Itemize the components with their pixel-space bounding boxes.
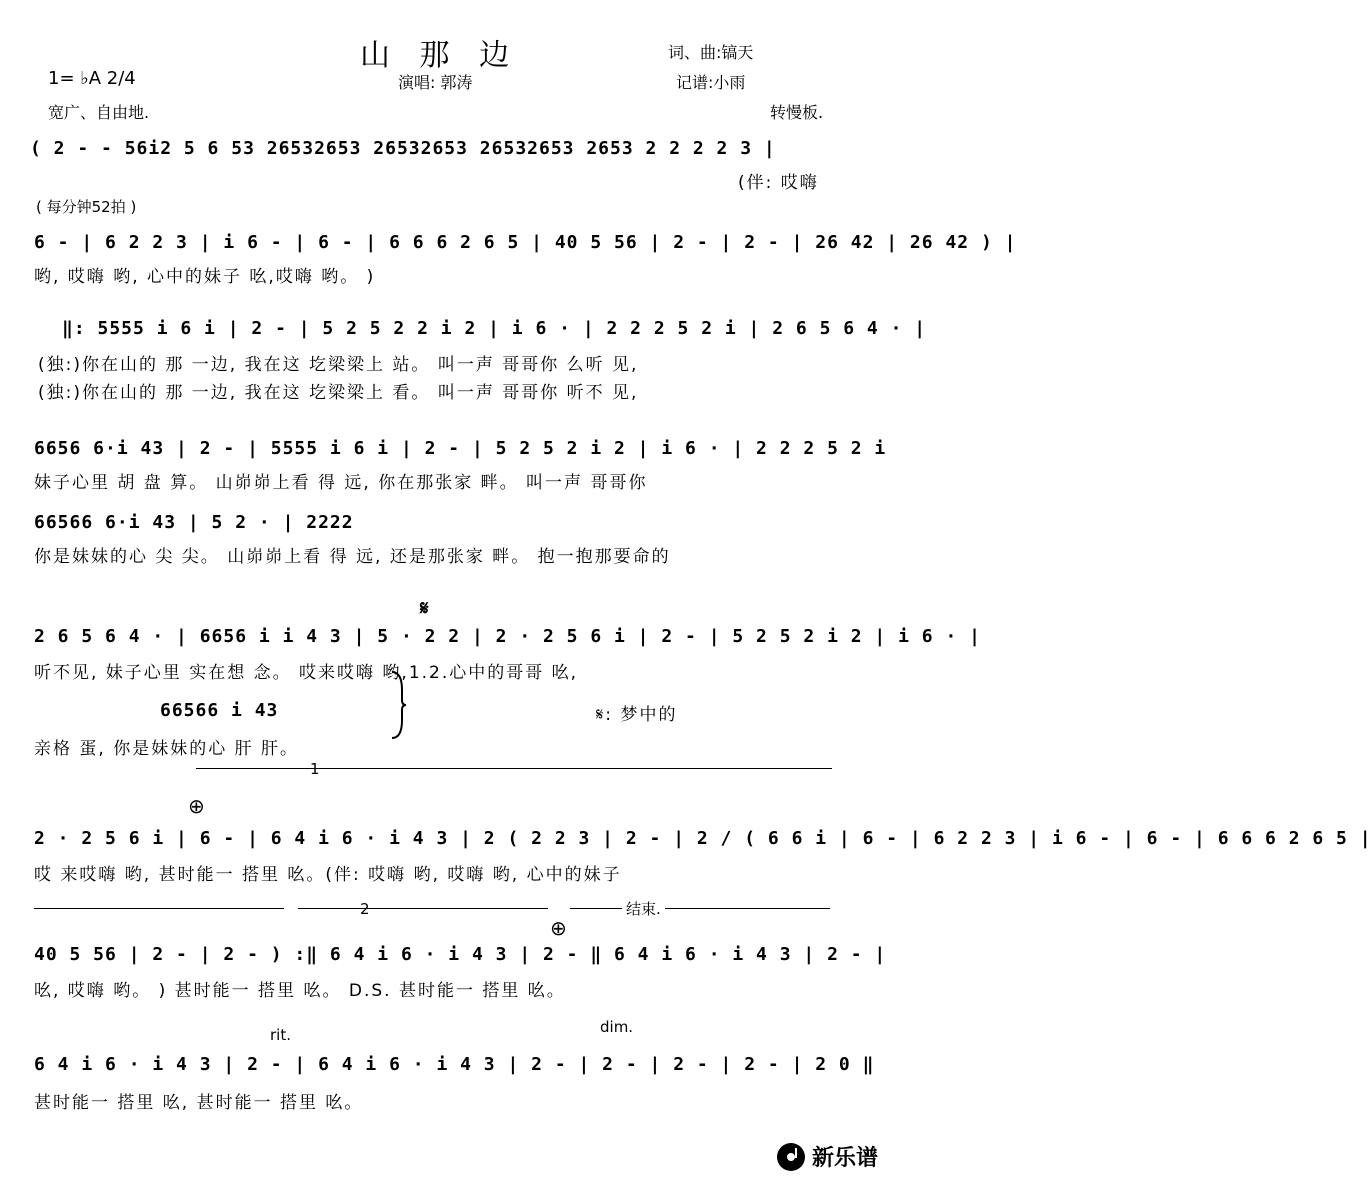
dim-marking: dim. [600,1018,634,1036]
key-signature: 1= ♭A 2/4 [48,68,136,89]
logo-text: 新乐谱 [811,1146,878,1171]
transcriber-credit: 记谱:小雨 [676,73,746,92]
composer-credit: 词、曲:镐天 [668,43,754,62]
notation-line-1: ( 2 - - 56i2 5 6 53 26532653 26532653 26532653 2653 2 2 2 2 3 | [30,138,776,159]
rit-marking: rit. [270,1026,291,1044]
coda-sign-2-icon: ⊕ [550,916,567,940]
music-disc-icon [776,1142,806,1172]
lyric-line-3b: (独:)你在山的 那 一边, 我在这 圪梁梁上 看。 叫一声 哥哥你 听不 见, [38,383,639,403]
volta-2-label: 2 [360,900,370,918]
lyric-line-2: 哟, 哎嗨 哟, 心中的妹子 吆,哎嗨 哟。 ) [34,267,376,287]
segno-lyric: 𝄋: 梦中的 [596,705,678,725]
tempo-start: 宽广、自由地. [48,103,150,122]
site-logo [776,1141,878,1172]
lyric-line-3a: (独:)你在山的 那 一边, 我在这 圪梁梁上 站。 叫一声 哥哥你 么听 见, [38,355,639,375]
notation-line-9: 40 5 56 | 2 - | 2 - ) :‖ 6 4 i 6 · i 4 3 | 2 - ‖ 6 4 i 6 · i 4 3 | 2 - | [34,944,887,965]
brace-icon [388,670,408,740]
tempo-note: ( 每分钟52拍 ) [36,198,137,216]
lyric-line-1: (伴: 哎嗨 [738,173,819,193]
singer-credit: 演唱: 郭涛 [398,73,473,92]
notation-line-4: 6656 6·i 43 | 2 - | 5555 i 6 i | 2 - | 5 2 5 2 i 2 | i 6 · | 2 2 2 5 2 i [34,438,887,459]
volta-1-line [196,768,832,769]
lyric-line-5: 你是妹妹的心 尖 尖。 山峁峁上看 得 远, 还是那张家 畔。 抱一抱那要命的 [34,547,671,567]
ending-label: 结束. [622,898,665,919]
volta-2-line [298,908,548,909]
notation-line-3: ‖: 5555 i 6 i | 2 - | 5 2 5 2 2 i 2 | i 6 · | 2 2 2 5 2 i | 2 6 5 6 4 · | [62,318,927,339]
notation-line-8: 2 · 2 5 6 i | 6 - | 6 4 i 6 · i 4 3 | 2 ( 2 2 3 | 2 - | 2 / ( 6 6 i | 6 - | 6 2 2 3 | i 6 - | 6 - | 6 6 6 2 6 5 | [34,828,1372,849]
lyric-line-7: 亲格 蛋, 你是妹妹的心 肝 肝。 [34,739,300,759]
segno-sign-icon: 𝄋 [420,596,429,620]
notation-line-7: 66566 i 43 [160,700,279,721]
song-title: 山 那 边 [360,38,520,73]
notation-line-10: 6 4 i 6 · i 4 3 | 2 - | 6 4 i 6 · i 4 3 | 2 - | 2 - | 2 - | 2 - | 2 0 ‖ [34,1054,875,1075]
lyric-line-6: 听不见, 妹子心里 实在想 念。 哎来哎嗨 哟,1.2.心中的哥哥 吆, [34,663,579,683]
notation-line-2: 6 - | 6 2 2 3 | i 6 - | 6 - | 6 6 6 2 6 5 | 40 5 56 | 2 - | 2 - | 26 42 | 26 42 ) | [34,232,1017,253]
ending-line [570,908,830,909]
lyric-line-9: 吆, 哎嗨 哟。 ) 甚时能一 搭里 吆。 D.S. 甚时能一 搭里 吆。 [34,981,566,1001]
notation-line-5: 66566 6·i 43 | 5 2 · | 2222 [34,512,354,533]
lyric-line-10: 甚时能一 搭里 吆, 甚时能一 搭里 吆。 [34,1093,364,1113]
coda-sign-icon: ⊕ [188,794,205,818]
notation-line-6: 2 6 5 6 4 · | 6656 i i 4 3 | 5 · 2 2 | 2 · 2 5 6 i | 2 - | 5 2 5 2 i 2 | i 6 · | [34,626,981,647]
lyric-line-4: 妹子心里 胡 盘 算。 山峁峁上看 得 远, 你在那张家 畔。 叫一声 哥哥你 [34,473,648,493]
volta-left-line [34,908,284,909]
lyric-line-8: 哎 来哎嗨 哟, 甚时能一 搭里 吆。(伴: 哎嗨 哟, 哎嗨 哟, 心中的妹子 [34,865,622,885]
tempo-change: 转慢板. [770,103,824,122]
volta-1-label: 1 [310,760,320,778]
